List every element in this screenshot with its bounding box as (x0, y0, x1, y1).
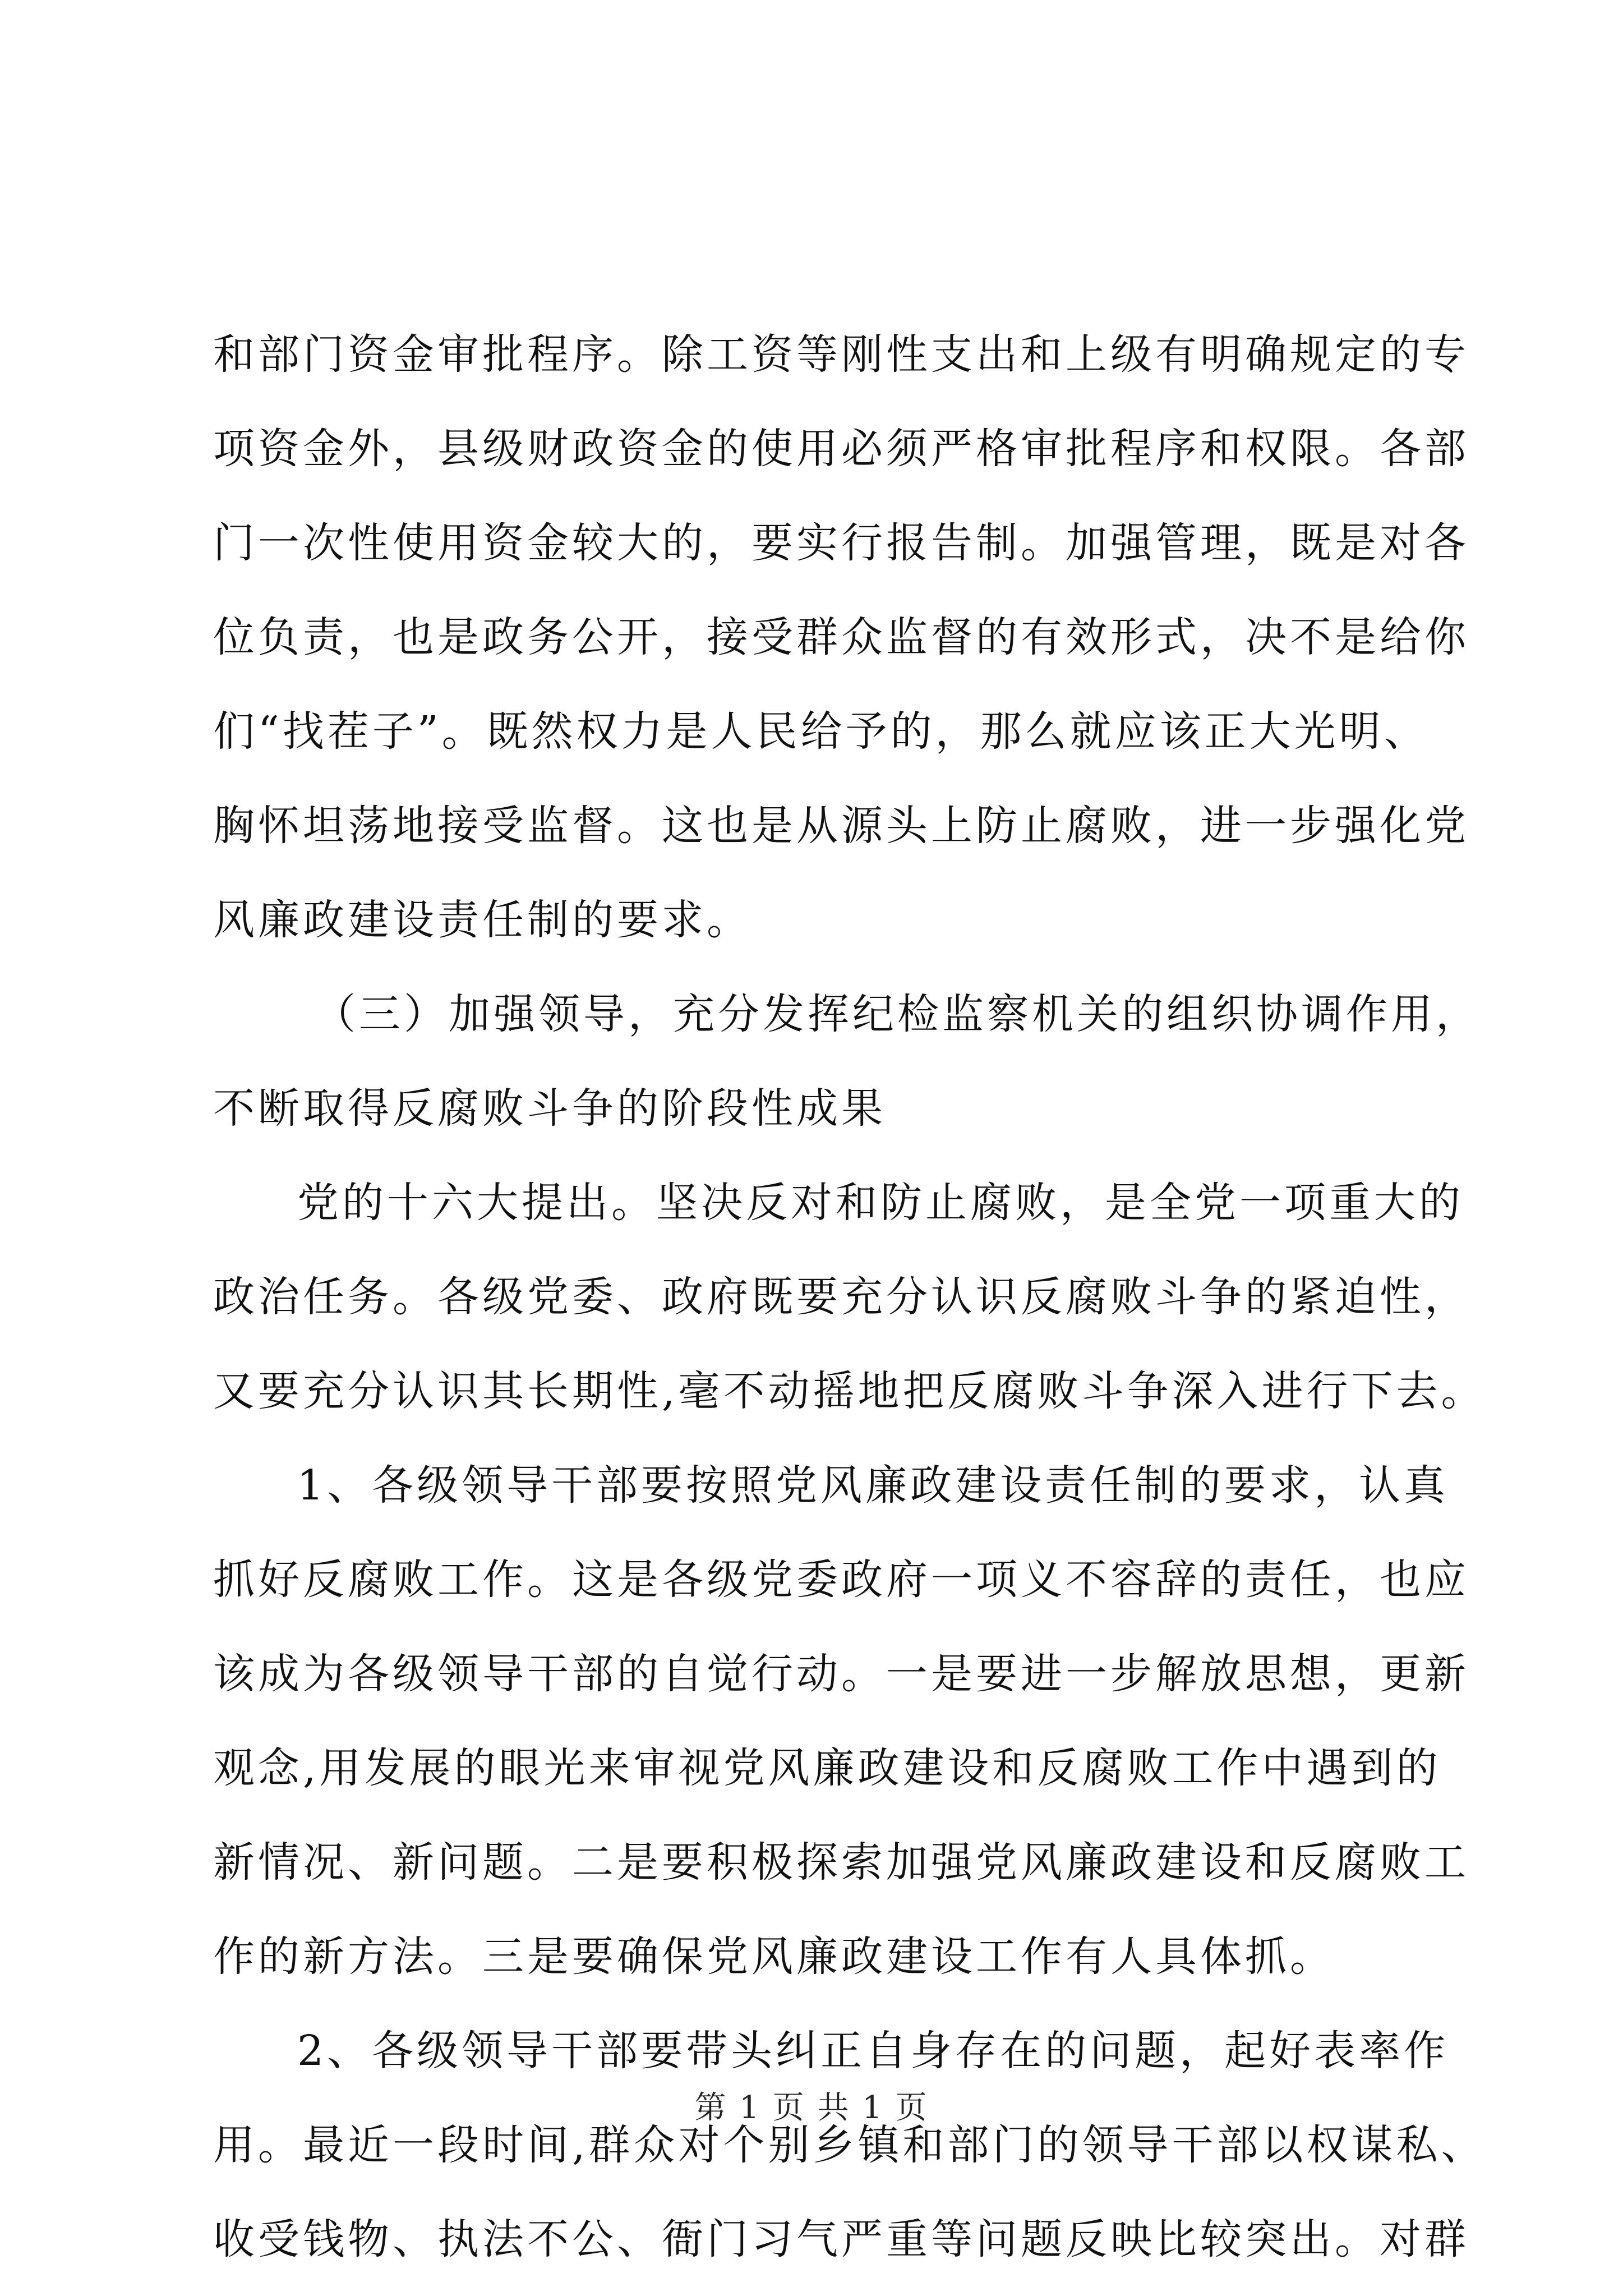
text-line: 位负责，也是政务公开，接受群众监督的有效形式，决不是给你 (213, 613, 1469, 661)
text-line: 抓好反腐败工作。这是各级党委政府一项义不容辞的责任，也应 (213, 1556, 1469, 1604)
text-line: 项资金外，县级财政资金的使用必须严格审批程序和权限。各部 (213, 425, 1469, 473)
paragraph-start: 1、各级领导干部要按照党风廉政建设责任制的要求，认真 (297, 1461, 1449, 1510)
text-line: 胸怀坦荡地接受监督。这也是从源头上防止腐败，进一步强化党 (213, 802, 1469, 850)
body-text (213, 307, 1486, 2286)
text-line: 们“找茬子”。既然权力是人民给予的，那么就应该正大光明、 (213, 707, 1429, 756)
text-line: 政治任务。各级党委、政府既要充分认识反腐败斗争的紧迫性， (213, 1273, 1469, 1321)
text-line: 收受钱物、执法不公、衙门习气严重等问题反映比较突出。对群 (213, 2215, 1469, 2263)
page-number-footer: 第 1 页 共 1 页 (694, 2090, 929, 2126)
paragraph-start: 2、各级领导干部要带头纠正自身存在的问题，起好表率作 (297, 2027, 1449, 2075)
section-heading: （三）加强领导，充分发挥纪检监察机关的组织协调作用， (314, 990, 1481, 1038)
text-line: 观念,用发展的眼光来审视党风廉政建设和反腐败工作中遇到的 (213, 1744, 1441, 1792)
text-line: 新情况、新问题。二是要积极探索加强党风廉政建设和反腐败工 (213, 1838, 1469, 1887)
paragraph-start: 党的十六大提出。坚决反对和防止腐败，是全党一项重大的 (297, 1179, 1464, 1227)
text-line: 和部门资金审批程序。除工资等刚性支出和上级有明确规定的专 (213, 330, 1469, 379)
text-line: 用。最近一段时间,群众对个别乡镇和部门的领导干部以权谋私、 (213, 2121, 1486, 2169)
text-line: 又要充分认识其长期性,毫不动摇地把反腐败斗争深入进行下去。 (213, 1367, 1486, 1415)
text-line: 风廉政建设责任制的要求。 (213, 896, 751, 944)
text-line: 门一次性使用资金较大的，要实行报告制。加强管理，既是对各 (213, 519, 1469, 567)
text-line: 该成为各级领导干部的自觉行动。一是要进一步解放思想，更新 (213, 1650, 1469, 1698)
section-heading-continued: 不断取得反腐败斗争的阶段性成果 (213, 1084, 886, 1133)
text-line: 作的新方法。三是要确保党风廉政建设工作有人具体抓。 (213, 1932, 1335, 1981)
